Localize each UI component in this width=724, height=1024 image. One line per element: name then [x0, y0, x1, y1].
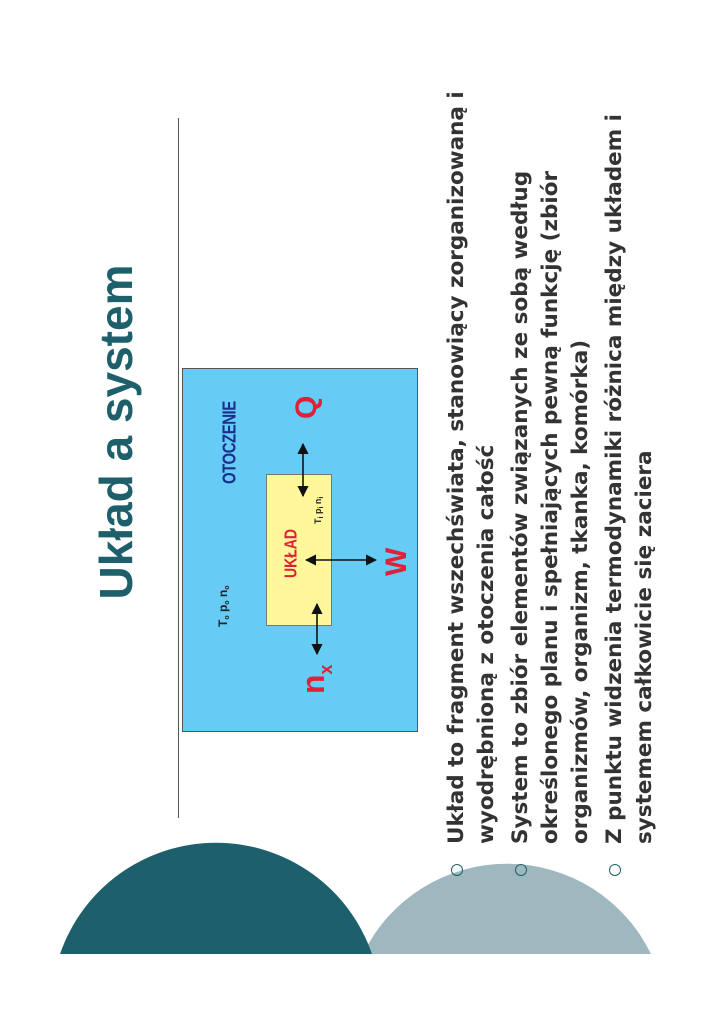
bullet-text: Z punktu widzenia termodynamiki różnica między układem i systemem całkowicie się zaciera: [602, 114, 657, 844]
title-divider: [178, 118, 179, 818]
list-item: [442, 18, 502, 878]
sys-param-sub: i: [318, 516, 325, 519]
matter-label: [295, 664, 337, 694]
env-param-sub: o: [224, 615, 231, 620]
list-item: [506, 18, 596, 878]
env-param-sub: o: [224, 585, 231, 590]
env-param-t: T: [216, 619, 230, 627]
matter-label-sub: x: [316, 664, 336, 675]
system-params: [313, 497, 325, 524]
env-param-p: p: [216, 604, 230, 613]
environment-label: OTOCZENIE: [219, 401, 241, 484]
bullet-text: System to zbiór elementów związanych ze sobą według określonego planu i spełniających pewną funkcję (zbiór organizmów, organizm, tkanka, komórka): [508, 170, 593, 844]
list-item: [600, 18, 660, 878]
work-label: W: [380, 547, 413, 576]
sys-param-t: T: [313, 518, 323, 524]
bullet-text: Układ to fragment wszechświata, stanowiący zorganizowaną i wyodrębnioną z otoczenia całość: [444, 91, 499, 844]
decor-circle-dark: [60, 843, 372, 954]
bullet-list: [442, 18, 664, 878]
env-param-n: n: [216, 589, 230, 598]
bullet-circle-icon: [609, 864, 621, 876]
slide-title: Układ a system: [90, 264, 142, 600]
sys-param-n: n: [313, 498, 323, 505]
matter-label-main: n: [295, 674, 331, 694]
sys-param-p: p: [313, 508, 323, 515]
heat-label: Q: [290, 395, 323, 419]
sys-param-sub: i: [318, 506, 325, 509]
sys-param-sub: i: [318, 496, 325, 499]
bullet-circle-icon: [515, 864, 527, 876]
system-label: UKŁAD: [280, 529, 300, 578]
bullet-circle-icon: [451, 864, 463, 876]
env-param-sub: o: [224, 600, 231, 605]
environment-params: [216, 585, 231, 627]
